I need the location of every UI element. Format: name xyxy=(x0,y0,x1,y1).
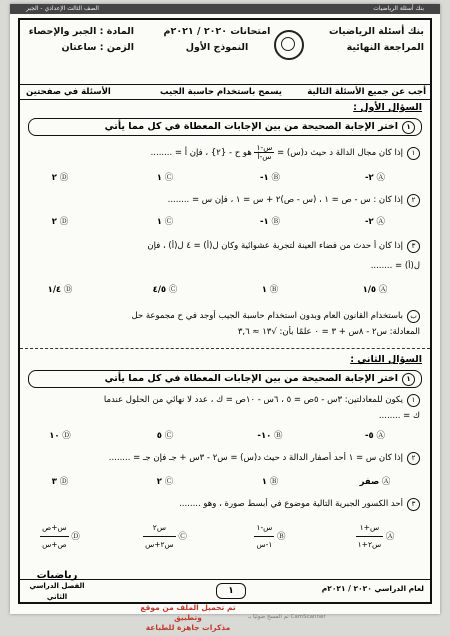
choice-text: ١- xyxy=(260,173,269,183)
header-exams-year: امتحانات ٢٠٢٠ / ٢٠٢١م xyxy=(163,26,271,37)
header-center xyxy=(162,24,272,82)
header-left xyxy=(24,24,134,82)
q2-item2-text: إذا كان س = ١ أحد أصفار الدالة د حيث د(س) = س٢ - ٣س + جـ فإن جـ = ........ xyxy=(108,453,403,463)
q1-item3 xyxy=(30,240,420,253)
q1-item3-text: إذا كان أ حدث من فضاء العينة لتجربة عشوائية وكان ل(أ) = ٤ ل(أ) ، فإن xyxy=(147,241,403,251)
choice-text: ٢- xyxy=(365,173,374,183)
fraction-denominator: س-أ xyxy=(257,152,272,161)
choice-d[interactable]: Ⓓ $\frac{\text{س+ص}}{\text{ص+س}}$ xyxy=(25,520,95,553)
fraction-denominator: ص+س xyxy=(42,540,67,549)
choice-text: ١/٥ xyxy=(362,285,377,295)
header-bank: بنك أسئلة الرياضيات xyxy=(328,26,424,37)
choice-text: ٢ xyxy=(156,477,162,487)
header-review: المراجعة النهائية xyxy=(346,42,424,53)
choice-text: ١/٤ xyxy=(47,285,62,295)
choice-text: ٥- xyxy=(365,431,374,441)
choice-text: ١ xyxy=(156,217,162,227)
q2-item2-num: ٢ xyxy=(407,452,420,465)
q1-item1-choices xyxy=(30,170,420,186)
section-divider xyxy=(20,348,430,349)
choice-text: ٤/٥ xyxy=(152,285,167,295)
exam-sheet xyxy=(10,4,440,614)
q1-banner xyxy=(28,118,422,136)
fraction-denominator: س٢+س xyxy=(145,540,174,549)
header-time: الزمن : ساعتان xyxy=(61,42,134,53)
q1-item2-choices xyxy=(30,214,420,230)
fraction-numerator: س-١ xyxy=(254,520,274,537)
choice-b[interactable]: Ⓑ ١ xyxy=(261,477,279,487)
q2-title: السؤال الثاني : xyxy=(350,354,422,365)
strip-left: الصف الثالث الإعدادي - الجبر xyxy=(26,5,99,12)
q2-item3-num: ٣ xyxy=(407,498,420,511)
site-watermark xyxy=(128,603,248,633)
header-subject: المادة : الجبر والإحصاء xyxy=(28,26,134,37)
q1-banner-num: ١ xyxy=(402,121,415,134)
choice-d[interactable]: Ⓓ ١٠ xyxy=(49,431,71,441)
instruction-calculator: يسمح باستخدام حاسبة الجيب xyxy=(160,87,282,97)
q1-title: السؤال الأول : xyxy=(353,102,422,113)
q1-part-b xyxy=(30,310,420,323)
choice-text: ٥ xyxy=(156,431,162,441)
header-right xyxy=(304,24,424,82)
choice-text: ١٠ xyxy=(49,431,60,441)
choice-text: ٢ xyxy=(51,217,57,227)
q2-item1-line2: ك = ........ xyxy=(378,411,420,421)
choice-a[interactable]: Ⓐ $\frac{\text{س+١}}{\text{س٢+١}}$ xyxy=(340,520,410,553)
q2-item2 xyxy=(30,452,420,465)
choice-b[interactable]: Ⓑ ١ xyxy=(261,285,279,295)
fraction-numerator: س+١ xyxy=(356,520,384,537)
footer-term: الفصل الدراسي الثاني xyxy=(29,582,85,601)
q2-item1 xyxy=(30,394,420,407)
q1-part-b-label: ب xyxy=(407,310,420,323)
choice-text: ١- xyxy=(260,217,269,227)
fraction-numerator: س٢ xyxy=(143,520,176,537)
q1-item3-choices xyxy=(30,282,420,298)
instruction-pages: الأسئلة في صفحتين xyxy=(26,87,111,97)
choice-c[interactable]: Ⓒ ٤/٥ xyxy=(152,285,178,295)
q1-item2-text: إذا كان : س - ص = ١ ، (س - ص)٢ + س = ١ ، فإن س = ........ xyxy=(167,195,403,205)
watermark-line2: مذكرات جاهزة للطباعة xyxy=(145,623,231,632)
choice-b[interactable]: Ⓑ ١- xyxy=(260,173,280,183)
page-footer xyxy=(20,570,430,602)
fraction-numerator: س+ص xyxy=(40,520,69,537)
footer-brand xyxy=(24,570,90,603)
q1-part-b-line2: المعادلة: س٢ - ٨س + ٣ = ٠ علمًا بأن: √١٣ ≈ ٣,٦ xyxy=(237,327,420,337)
fraction-numerator: س-١ xyxy=(256,144,273,152)
choice-d[interactable]: Ⓓ ٢ xyxy=(51,217,69,227)
choice-a[interactable]: Ⓐ ٥- xyxy=(365,431,385,441)
q2-banner xyxy=(28,370,422,388)
q1-banner-text: اختر الإجابة الصحيحة من بين الإجابات المعطاة في كل مما يأتي xyxy=(104,121,398,132)
q1-item2 xyxy=(30,194,420,207)
choice-text: ١ xyxy=(261,477,267,487)
choice-c[interactable]: Ⓒ ١ xyxy=(156,217,174,227)
header-model: النموذج الأول xyxy=(185,42,249,53)
choice-a[interactable]: Ⓐ صفر xyxy=(359,477,391,487)
exam-frame xyxy=(18,18,432,604)
choice-d[interactable]: Ⓓ ١/٤ xyxy=(47,285,73,295)
choice-text: ١٠- xyxy=(257,431,272,441)
footer-year: لعام الدراسي ٢٠٢٠ / ٢٠٢١م xyxy=(321,584,424,593)
ministry-logo-icon xyxy=(274,30,304,60)
q2-item3-text: أحد الكسور الجبرية التالية موضوع في أبسط صورة ، وهو ........ xyxy=(179,499,403,509)
fraction-denominator: ١-س xyxy=(256,540,273,549)
choice-c[interactable]: Ⓒ ٥ xyxy=(156,431,174,441)
q1-item1-fraction xyxy=(254,144,274,161)
choice-text: ١ xyxy=(156,173,162,183)
instruction-answer-all: أجب عن جميع الأسئلة التالية xyxy=(307,87,426,97)
camscanner-mark: CamScanner تم المسح ضوئيًا بـ xyxy=(248,614,326,620)
choice-c[interactable]: Ⓒ ١ xyxy=(156,173,174,183)
choice-c[interactable]: Ⓒ ٢ xyxy=(156,477,174,487)
choice-d[interactable]: Ⓓ ٣ xyxy=(51,477,69,487)
q1-item3-line2: ل(أ) = ........ xyxy=(370,261,420,271)
q1-item1-text-b: هو ح - {٢} ، فإن أ = ........ xyxy=(150,148,252,158)
choice-a[interactable]: Ⓐ ٢- xyxy=(365,217,385,227)
q1-item2-num: ٢ xyxy=(407,194,420,207)
choice-text: صفر xyxy=(359,477,380,487)
top-strip xyxy=(10,4,440,14)
q1-item1-text-a: إذا كان مجال الدالة د حيث د(س) = xyxy=(277,148,403,158)
q2-item1-choices xyxy=(30,428,420,444)
choice-text: ٢- xyxy=(365,217,374,227)
q1-part-b-text: باستخدام القانون العام وبدون استخدام حاسبة الجيب أوجد في ح مجموعة حل xyxy=(131,311,403,321)
q2-item3-choices xyxy=(30,520,420,549)
choice-b[interactable]: Ⓑ ١٠- xyxy=(257,431,283,441)
q1-item1-num: ١ xyxy=(407,147,420,160)
page-number: ١ xyxy=(216,583,246,599)
footer-brand-title: رياضيات xyxy=(36,570,78,581)
choice-b[interactable]: Ⓑ $\frac{\text{س-١}}{\text{١-س}}$ xyxy=(235,520,305,553)
choice-text: ٢ xyxy=(51,173,57,183)
choice-d[interactable]: Ⓓ ٢ xyxy=(51,173,69,183)
fraction-denominator: س٢+١ xyxy=(357,540,382,549)
choice-a[interactable]: Ⓐ ٢- xyxy=(365,173,385,183)
q2-banner-num: ١ xyxy=(402,373,415,386)
instructions-bar xyxy=(20,84,430,100)
choice-text: ٣ xyxy=(51,477,57,487)
watermark-line1: تم تحميل الملف من موقع وتطبيق xyxy=(140,603,236,622)
choice-a[interactable]: Ⓐ ١/٥ xyxy=(362,285,388,295)
q2-item1-text: يكون للمعادلتين: ٣س - ٥ص = ٥ ، ٦س - ١٠ص = ك ، عدد لا نهائي من الحلول عندما xyxy=(103,395,403,405)
strip-right: بنك أسئلة الرياضيات xyxy=(373,5,424,12)
q1-item3-num: ٣ xyxy=(407,240,420,253)
q2-banner-text: اختر الإجابة الصحيحة من بين الإجابات المعطاة في كل مما يأتي xyxy=(104,373,398,384)
q1-item1 xyxy=(30,144,420,161)
q2-item3 xyxy=(30,498,420,511)
choice-text: ١ xyxy=(261,285,267,295)
q2-item2-choices xyxy=(30,474,420,490)
q2-item1-num: ١ xyxy=(407,394,420,407)
choice-b[interactable]: Ⓑ ١- xyxy=(260,217,280,227)
choice-c[interactable]: Ⓒ $\frac{\text{س٢}}{\text{س٢+س}}$ xyxy=(130,520,200,553)
